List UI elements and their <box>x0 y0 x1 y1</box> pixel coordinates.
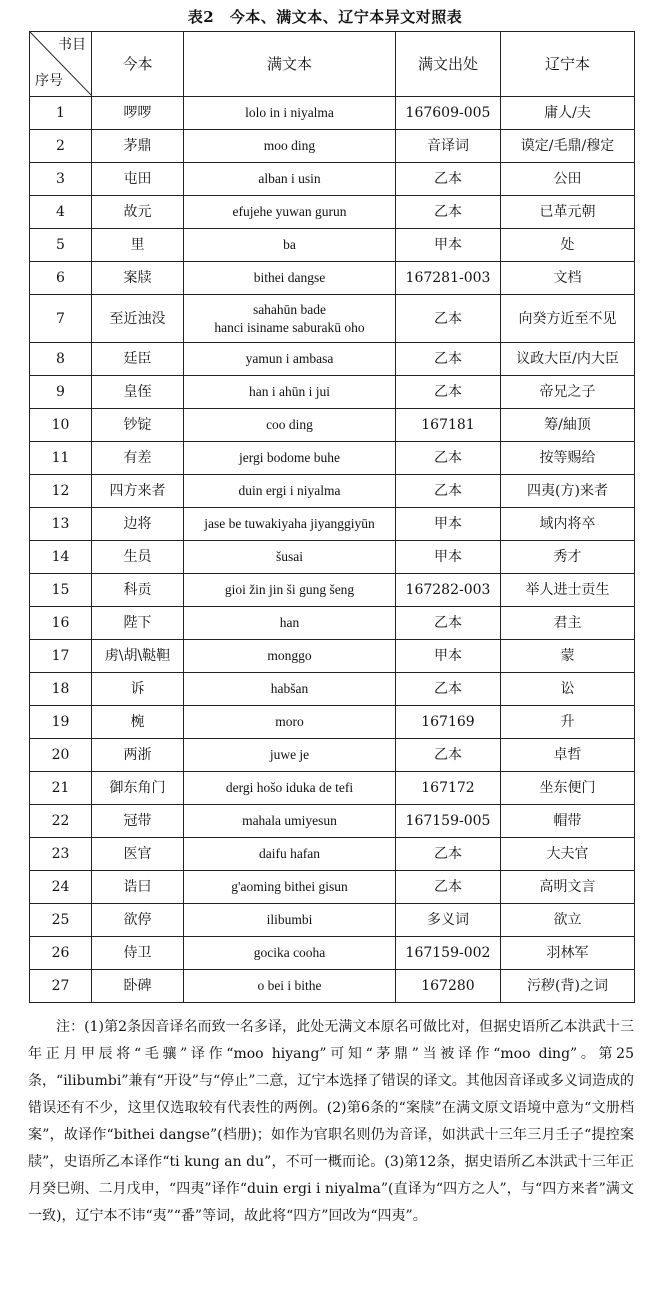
table-row <box>30 673 635 706</box>
liaoning-cell: 四夷(方)来者 <box>501 475 635 508</box>
liaoning-cell: 向癸方近至不见 <box>501 295 635 343</box>
jinben-cell: 诉 <box>92 673 184 706</box>
jinben-cell: 侍卫 <box>92 937 184 970</box>
manchu-cell: yamun i ambasa <box>184 343 396 376</box>
manchu-cell: daifu hafan <box>184 838 396 871</box>
jinben-cell: 皇侄 <box>92 376 184 409</box>
row-number-cell: 24 <box>30 871 92 904</box>
source-cell: 乙本 <box>396 376 501 409</box>
source-cell: 167169 <box>396 706 501 739</box>
table-row <box>30 970 635 1003</box>
manchu-cell: moro <box>184 706 396 739</box>
source-cell: 甲本 <box>396 508 501 541</box>
source-cell: 167282-003 <box>396 574 501 607</box>
manchu-cell: efujehe yuwan gurun <box>184 196 396 229</box>
source-cell: 167281-003 <box>396 262 501 295</box>
table-row <box>30 739 635 772</box>
liaoning-cell: 君主 <box>501 607 635 640</box>
row-number-cell: 10 <box>30 409 92 442</box>
manchu-cell: gocika cooha <box>184 937 396 970</box>
manchu-cell: coo ding <box>184 409 396 442</box>
jinben-cell: 卧碑 <box>92 970 184 1003</box>
table-row <box>30 262 635 295</box>
liaoning-cell: 处 <box>501 229 635 262</box>
liaoning-cell: 举人进士贡生 <box>501 574 635 607</box>
jinben-cell: 有差 <box>92 442 184 475</box>
manchu-cell: ilibumbi <box>184 904 396 937</box>
manchu-cell: g'aoming bithei gisun <box>184 871 396 904</box>
manchu-cell: o bei i bithe <box>184 970 396 1003</box>
table-row <box>30 541 635 574</box>
table-note: 注：(1)第2条因音译名而致一名多译，此处无满文本原名可做比对，但据史语所乙本洪武十三年正月甲辰将“毛骧”译作“moo hiyang”可知“茅鼎”当被译作“moo ding”。第25条，“ilibumbi”兼有“开设”与“停止”二意，辽宁本选择了错误的译文。其他因音译或多义词造成的错误还有不少，这里仅选取较有代表性的两例。(2)第6条的“案牍”在满文原文语境中意为“文册档案”，故译作“bithei dangse”(档册)；如作为官职名则仍为音译，如洪武十三年三月壬子“提控案牍”，史语所乙本译作“ti kung an du”，不可一概而论。(3)第12条，据史语所乙本洪武十三年正月癸巳朔、二月戊申，“四夷”译作“duin ergi i niyalma”(直译为“四方之人”，与“四方来者”满文一致)，辽宁本不讳“夷”“番”等词，故此将“四方”回改为“四夷”。 <box>28 1019 634 1224</box>
source-cell: 乙本 <box>396 739 501 772</box>
table-row <box>30 805 635 838</box>
row-number-cell: 2 <box>30 130 92 163</box>
table-row <box>30 196 635 229</box>
jinben-cell: 里 <box>92 229 184 262</box>
row-number-cell: 9 <box>30 376 92 409</box>
table-row <box>30 871 635 904</box>
table-row <box>30 229 635 262</box>
liaoning-cell: 秀才 <box>501 541 635 574</box>
liaoning-cell: 已革元朝 <box>501 196 635 229</box>
table-row <box>30 343 635 376</box>
table-row <box>30 937 635 970</box>
row-number-cell: 8 <box>30 343 92 376</box>
row-number-cell: 27 <box>30 970 92 1003</box>
liaoning-cell: 按等赐给 <box>501 442 635 475</box>
manchu-cell: duin ergi i niyalma <box>184 475 396 508</box>
manchu-cell: jergi bodome buhe <box>184 442 396 475</box>
table-row <box>30 607 635 640</box>
source-cell: 甲本 <box>396 541 501 574</box>
source-cell: 甲本 <box>396 640 501 673</box>
corner-header-cell <box>30 32 92 97</box>
jinben-cell: 科贡 <box>92 574 184 607</box>
liaoning-cell: 文档 <box>501 262 635 295</box>
source-cell: 乙本 <box>396 607 501 640</box>
liaoning-cell: 卓哲 <box>501 739 635 772</box>
manchu-cell: šusai <box>184 541 396 574</box>
jinben-cell: 虏\胡\鞑靼 <box>92 640 184 673</box>
jinben-cell: 故元 <box>92 196 184 229</box>
row-number-cell: 25 <box>30 904 92 937</box>
jinben-cell: 至近浊没 <box>92 295 184 343</box>
row-number-cell: 3 <box>30 163 92 196</box>
jinben-cell: 椀 <box>92 706 184 739</box>
liaoning-cell: 污秽(背)之词 <box>501 970 635 1003</box>
row-number-cell: 7 <box>30 295 92 343</box>
table-row <box>30 475 635 508</box>
jinben-cell: 案牍 <box>92 262 184 295</box>
table-row <box>30 640 635 673</box>
jinben-cell: 诰曰 <box>92 871 184 904</box>
row-number-cell: 4 <box>30 196 92 229</box>
row-number-cell: 6 <box>30 262 92 295</box>
jinben-cell: 欲停 <box>92 904 184 937</box>
source-cell: 乙本 <box>396 442 501 475</box>
source-cell: 乙本 <box>396 163 501 196</box>
table-row <box>30 130 635 163</box>
table-row <box>30 574 635 607</box>
header-row <box>30 32 635 97</box>
source-cell: 甲本 <box>396 229 501 262</box>
source-cell: 167172 <box>396 772 501 805</box>
liaoning-cell: 大夫官 <box>501 838 635 871</box>
liaoning-cell: 帽带 <box>501 805 635 838</box>
comparison-table <box>29 31 635 1003</box>
source-cell: 音译词 <box>396 130 501 163</box>
source-cell: 乙本 <box>396 475 501 508</box>
source-cell: 167159-002 <box>396 937 501 970</box>
table-row <box>30 772 635 805</box>
header-jinben: 今本 <box>92 32 184 97</box>
liaoning-cell: 高明文言 <box>501 871 635 904</box>
table-row <box>30 163 635 196</box>
row-number-cell: 16 <box>30 607 92 640</box>
table-row <box>30 409 635 442</box>
manchu-cell: bithei dangse <box>184 262 396 295</box>
row-number-cell: 11 <box>30 442 92 475</box>
manchu-line-2: hanci isiname saburakū oho <box>214 319 365 335</box>
jinben-cell: 医官 <box>92 838 184 871</box>
liaoning-cell: 蒙 <box>501 640 635 673</box>
liaoning-cell: 羽林军 <box>501 937 635 970</box>
manchu-cell: moo ding <box>184 130 396 163</box>
header-liaoning: 辽宁本 <box>501 32 635 97</box>
header-book: 书目 <box>58 37 86 53</box>
jinben-cell: 两浙 <box>92 739 184 772</box>
manchu-cell <box>184 295 396 343</box>
jinben-cell: 钞锭 <box>92 409 184 442</box>
liaoning-cell: 欲立 <box>501 904 635 937</box>
jinben-cell: 啰啰 <box>92 97 184 130</box>
manchu-cell: dergi hošo iduka de tefi <box>184 772 396 805</box>
table-row <box>30 295 635 343</box>
source-cell: 乙本 <box>396 295 501 343</box>
table-row <box>30 706 635 739</box>
row-number-cell: 13 <box>30 508 92 541</box>
jinben-cell: 陛下 <box>92 607 184 640</box>
jinben-cell: 廷臣 <box>92 343 184 376</box>
table-row <box>30 904 635 937</box>
manchu-cell: lolo in i niyalma <box>184 97 396 130</box>
table-row <box>30 376 635 409</box>
header-manchu: 满文本 <box>184 32 396 97</box>
row-number-cell: 17 <box>30 640 92 673</box>
liaoning-cell: 坐东便门 <box>501 772 635 805</box>
row-number-cell: 12 <box>30 475 92 508</box>
jinben-cell: 生员 <box>92 541 184 574</box>
row-number-cell: 5 <box>30 229 92 262</box>
row-number-cell: 18 <box>30 673 92 706</box>
manchu-cell: juwe je <box>184 739 396 772</box>
source-cell: 167280 <box>396 970 501 1003</box>
manchu-cell: monggo <box>184 640 396 673</box>
manchu-cell: han i ahūn i jui <box>184 376 396 409</box>
jinben-cell: 边将 <box>92 508 184 541</box>
header-source: 满文出处 <box>396 32 501 97</box>
source-cell: 乙本 <box>396 673 501 706</box>
header-number: 序号 <box>35 73 63 89</box>
source-cell: 多义词 <box>396 904 501 937</box>
liaoning-cell: 筹/紬顶 <box>501 409 635 442</box>
table-caption: 表2 今本、满文本、辽宁本异文对照表 <box>187 8 463 26</box>
manchu-cell: mahala umiyesun <box>184 805 396 838</box>
liaoning-cell: 升 <box>501 706 635 739</box>
row-number-cell: 19 <box>30 706 92 739</box>
liaoning-cell: 帝兄之子 <box>501 376 635 409</box>
jinben-cell: 屯田 <box>92 163 184 196</box>
liaoning-cell: 讼 <box>501 673 635 706</box>
source-cell: 乙本 <box>396 871 501 904</box>
source-cell: 167609-005 <box>396 97 501 130</box>
liaoning-cell: 议政大臣/内大臣 <box>501 343 635 376</box>
manchu-cell: habšan <box>184 673 396 706</box>
table-row <box>30 508 635 541</box>
source-cell: 167159-005 <box>396 805 501 838</box>
manchu-line-1: sahahūn bade <box>252 301 327 317</box>
table-row <box>30 442 635 475</box>
row-number-cell: 21 <box>30 772 92 805</box>
source-cell: 乙本 <box>396 196 501 229</box>
source-cell: 167181 <box>396 409 501 442</box>
row-number-cell: 20 <box>30 739 92 772</box>
table-row <box>30 838 635 871</box>
liaoning-cell: 庸人/夫 <box>501 97 635 130</box>
row-number-cell: 22 <box>30 805 92 838</box>
row-number-cell: 14 <box>30 541 92 574</box>
table-row <box>30 97 635 130</box>
liaoning-cell: 谟定/毛鼎/穆定 <box>501 130 635 163</box>
manchu-cell: han <box>184 607 396 640</box>
manchu-cell: gioi žin jin ši gung šeng <box>184 574 396 607</box>
row-number-cell: 26 <box>30 937 92 970</box>
manchu-cell: jase be tuwakiyaha jiyanggiyūn <box>184 508 396 541</box>
row-number-cell: 15 <box>30 574 92 607</box>
source-cell: 乙本 <box>396 838 501 871</box>
jinben-cell: 御东角门 <box>92 772 184 805</box>
row-number-cell: 1 <box>30 97 92 130</box>
row-number-cell: 23 <box>30 838 92 871</box>
source-cell: 乙本 <box>396 343 501 376</box>
liaoning-cell: 域内将卒 <box>501 508 635 541</box>
jinben-cell: 四方来者 <box>92 475 184 508</box>
table-body <box>30 32 635 1003</box>
manchu-cell: ba <box>184 229 396 262</box>
manchu-cell: alban i usin <box>184 163 396 196</box>
jinben-cell: 茅鼎 <box>92 130 184 163</box>
liaoning-cell: 公田 <box>501 163 635 196</box>
jinben-cell: 冠带 <box>92 805 184 838</box>
